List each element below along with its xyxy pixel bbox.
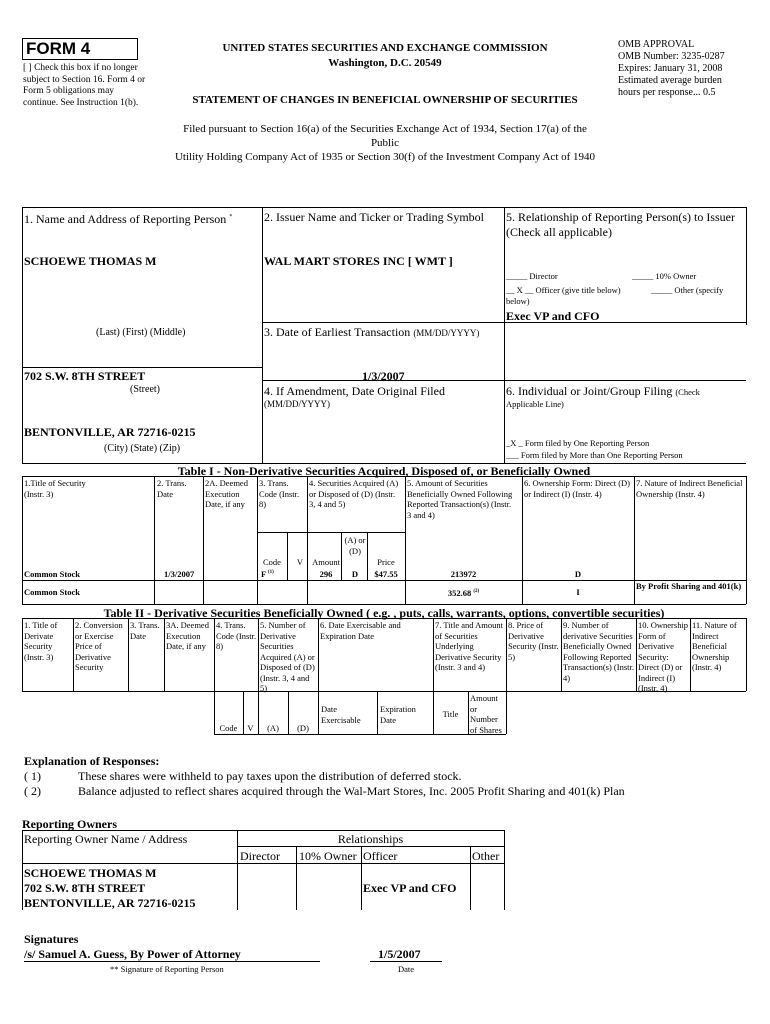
t1-sub-amount: Amount <box>312 557 340 567</box>
t2-header-underlying: 7. Title and Amount of Securities Underlying Derivative Security (Instr. 3 and 4) <box>435 620 504 672</box>
reporting-person-street: 702 S.W. 8TH STREET <box>24 369 146 383</box>
grid-line <box>164 618 165 691</box>
street-caption: (Street) <box>130 384 160 395</box>
grid-line <box>22 207 746 208</box>
t1-header-ownership: 6. Ownership Form: Direct (D) or Indirect (I) (Instr. 4) <box>524 478 630 499</box>
grid-line <box>522 476 523 604</box>
t1-row1-title: Common Stock <box>24 569 80 579</box>
filing-option-one: _X _ Form filed by One Reporting Person <box>506 438 650 448</box>
t2-header-ownership: 10. Ownership Form of Derivative Security: Direct (D) or Indirect (I) (Instr. 4) <box>638 620 689 693</box>
signature-date: 1/5/2007 <box>378 947 421 961</box>
city-caption: (City) (State) (Zip) <box>104 443 181 454</box>
omb-hours: hours per response... 0.5 <box>618 87 716 98</box>
t2-header-owned: 9. Number of derivative Securities Beneficially Owned Following Reported Transaction(s) (Instr. 4) <box>563 620 634 683</box>
grid-line <box>22 604 746 605</box>
t2-header-conversion: 2. Conversion or Exercise Price of Derivative Security <box>75 620 123 672</box>
owners-col-relationships: Relationships <box>337 832 404 846</box>
filed-pursuant-line-1: Filed pursuant to Section 16(a) of the Securities Exchange Act of 1934, Section 17(a) of the <box>183 123 587 135</box>
explanation-num-2: ( 2) <box>24 784 41 798</box>
t1-row2-owned: 352.68 $^{(2)}$ <box>447 587 480 598</box>
grid-line <box>22 367 262 368</box>
explanation-num-1: ( 1) <box>24 769 41 783</box>
table2-title: Table II - Derivative Securities Beneficially Owned ( e.g. , puts, calls, warrants, options, convertible securities) <box>103 606 665 620</box>
t1-row2-nature: By Profit Sharing and 401(k) <box>636 581 742 591</box>
filing-option-multiple: ___ Form filed by More than One Reporting Person <box>506 450 683 460</box>
relationship-officer: __ X __ Officer (give title below) <box>506 285 621 295</box>
box5-sublabel: (Check all applicable) <box>506 225 612 239</box>
box6-label-small: Applicable Line) <box>506 399 564 409</box>
box5-label: 5. Relationship of Reporting Person(s) to Issuer <box>506 210 735 224</box>
grid-line <box>237 846 504 847</box>
grid-line <box>22 830 504 831</box>
t2-sub-expiration: Expiration Date <box>380 704 416 725</box>
t2-sub-date-exercisable: Date Exercisable <box>321 704 361 725</box>
t2-sub-d: (D) <box>297 723 309 733</box>
grid-line <box>22 863 504 864</box>
signature-line <box>24 961 320 962</box>
grid-line <box>214 734 506 735</box>
box1-label: 1. Name and Address of Reporting Person * <box>24 212 233 226</box>
checkbox-note: [ ] Check this box if no longer subject to Section 16. Form 4 or Form 5 obligations may continue. See Instruction 1(b). <box>23 63 146 108</box>
table1-title: Table I - Non-Derivative Securities Acquired, Disposed of, or Beneficially Owned <box>177 464 591 478</box>
owner-name: SCHOEWE THOMAS M <box>24 866 157 880</box>
grid-line <box>257 476 258 604</box>
t1-header-amount-owned: 5. Amount of Securities Beneficially Owned Following Reported Transaction(s) (Instr. 3 and 4) <box>407 478 513 520</box>
t2-header-title: 1. Title of Derivate Security (Instr. 3) <box>24 620 58 662</box>
t1-header-nature: 7. Nature of Indirect Beneficial Ownership (Instr. 4) <box>636 478 743 499</box>
relationship-director: _____ Director <box>506 271 558 281</box>
box4-label-small: (MM/DD/YYYY) <box>264 399 330 409</box>
grid-line <box>746 207 747 325</box>
t1-header-acquired: 4. Securities Acquired (A) or Disposed of (D) (Instr. 3, 4 and 5) <box>309 478 399 509</box>
grid-line <box>22 618 746 619</box>
owners-col-name: Reporting Owner Name / Address <box>24 832 188 846</box>
grid-line <box>561 618 562 691</box>
grid-line <box>22 618 23 691</box>
box3-label: 3. Date of Earliest Transaction (MM/DD/YYYY) <box>264 325 480 339</box>
grid-line <box>128 618 129 691</box>
date-caption: Date <box>398 964 415 974</box>
t2-header-code: 4. Trans. Code (Instr. 8) <box>216 620 257 651</box>
grid-line <box>262 322 746 323</box>
t2-header-nature: 11. Nature of Indirect Beneficial Ownership (Instr. 4) <box>692 620 737 672</box>
signatures-heading: Signatures <box>24 932 79 946</box>
signature-caption: ** Signature of Reporting Person <box>110 964 224 974</box>
reporting-person-city: BENTONVILLE, AR 72716-0215 <box>24 425 196 439</box>
name-caption: (Last) (First) (Middle) <box>96 327 186 338</box>
owners-heading: Reporting Owners <box>22 817 117 831</box>
t1-row1-owned: 213972 <box>450 569 477 579</box>
t1-row1-form: D <box>574 569 582 579</box>
grid-line <box>154 476 155 604</box>
grid-line <box>504 207 505 463</box>
t1-sub-ad: (A) or (D) <box>344 535 366 556</box>
relationship-other-cont: below) <box>506 296 530 306</box>
grid-line <box>258 618 259 734</box>
relationship-other: _____ Other (specify <box>651 285 724 295</box>
grid-line <box>307 476 308 604</box>
t1-row2-form: I <box>576 587 580 597</box>
issuer-name: WAL MART STORES INC [ WMT ] <box>264 254 453 268</box>
t2-header-date: 3. Trans. Date <box>130 620 160 641</box>
grid-line <box>262 380 746 381</box>
t1-sub-code: Code <box>263 557 281 567</box>
box6-label: 6. Individual or Joint/Group Filing (Check <box>506 384 700 398</box>
grid-line <box>22 476 23 604</box>
owner-officer-title: Exec VP and CFO <box>363 881 457 895</box>
grid-line <box>203 476 204 604</box>
statement-title: STATEMENT OF CHANGES IN BENEFICIAL OWNERSHIP OF SECURITIES <box>192 94 578 106</box>
grid-line <box>296 846 297 910</box>
owners-col-ten: 10% Owner <box>299 849 357 863</box>
t2-sub-v: V <box>247 723 254 733</box>
t1-row1-date: 1/3/2007 <box>164 569 195 579</box>
reporting-person-name: SCHOEWE THOMAS M <box>24 254 157 268</box>
grid-line <box>22 207 23 463</box>
filed-pursuant-line-3: Utility Holding Company Act of 1935 or Section 30(f) of the Investment Company Act of 1940 <box>174 151 596 163</box>
grid-line <box>214 618 215 734</box>
owner-city: BENTONVILLE, AR 72716-0215 <box>24 896 196 910</box>
grid-line <box>361 846 362 910</box>
t2-sub-amount: Amount or Number of Shares <box>470 693 502 735</box>
box4-label: 4. If Amendment, Date Original Filed <box>264 384 445 398</box>
grid-line <box>746 618 747 691</box>
agency-location: Washington, D.C. 20549 <box>328 57 442 69</box>
grid-line <box>22 476 746 477</box>
grid-line <box>634 476 635 604</box>
omb-number: OMB Number: 3235-0287 <box>618 51 725 62</box>
t2-sub-title: Title <box>442 709 459 719</box>
owners-col-other: Other <box>472 849 500 863</box>
form-title: FORM 4 <box>26 39 91 58</box>
box2-label: 2. Issuer Name and Ticker or Trading Symbol <box>264 210 484 224</box>
grid-line <box>746 476 747 604</box>
omb-expires: Expires: January 31, 2008 <box>618 63 723 74</box>
signature: /s/ Samuel A. Guess, By Power of Attorney <box>24 947 241 961</box>
owners-col-officer: Officer <box>363 849 398 863</box>
filed-pursuant-line-2: Public <box>370 137 400 149</box>
grid-line <box>468 691 469 734</box>
explanation-heading: Explanation of Responses: <box>24 754 160 768</box>
date-line <box>370 961 442 962</box>
t2-header-price: 8. Price of Derivative Security (Instr. 5) <box>508 620 559 662</box>
t2-sub-code: Code <box>219 723 238 733</box>
agency-name: UNITED STATES SECURITIES AND EXCHANGE COMMISSION <box>222 42 548 54</box>
t1-header-code: 3. Trans. Code (Instr. 8) <box>259 478 300 509</box>
t1-sub-price: Price <box>377 557 395 567</box>
owners-col-director: Director <box>240 849 280 863</box>
explanation-text-1: These shares were withheld to pay taxes upon the distribution of deferred stock. <box>78 769 462 783</box>
t1-sub-v: V <box>296 557 304 567</box>
t2-header-number: 5. Number of Derivative Securities Acquired (A) or Disposed of (D) (Instr. 3, 4 and 5) <box>260 620 315 693</box>
omb-approval: OMB APPROVAL <box>618 39 695 50</box>
grid-line <box>405 476 406 604</box>
t1-row1-price: $47.55 <box>374 569 398 579</box>
t1-row1-ad: D <box>351 569 359 579</box>
owner-street: 702 S.W. 8TH STREET <box>24 881 146 895</box>
t2-header-exercisable: 6. Date Exercisable and Expiration Date <box>320 620 401 641</box>
grid-line <box>504 830 505 910</box>
officer-title: Exec VP and CFO <box>506 309 600 323</box>
grid-line <box>470 846 471 910</box>
t1-header-title: 1.Title of Security (Instr. 3) <box>24 478 86 499</box>
relationship-ten-percent: _____ 10% Owner <box>632 271 697 281</box>
grid-line <box>262 207 263 463</box>
grid-line <box>73 618 74 691</box>
grid-line <box>287 532 288 580</box>
omb-burden: Estimated average burden <box>618 75 722 86</box>
earliest-transaction-date: 1/3/2007 <box>362 369 405 383</box>
t1-header-deemed: 2A. Deemed Execution Date, if any <box>205 478 248 509</box>
t1-row1-amount: 296 <box>319 569 333 579</box>
t1-header-date: 2. Trans. Date <box>157 478 187 499</box>
explanation-text-2: Balance adjusted to reflect shares acquired through the Wal-Mart Stores, Inc. 2005 Profit Sharing and 401(k) Plan <box>78 784 625 798</box>
grid-line <box>257 532 405 533</box>
t2-header-deemed: 3A. Deemed Execution Date, if any <box>166 620 209 651</box>
t1-row1-code: F $^{(1)}$ <box>261 568 274 579</box>
grid-line <box>377 691 378 734</box>
grid-line <box>318 618 319 734</box>
t2-sub-a: (A) <box>267 723 279 733</box>
grid-line <box>22 830 23 910</box>
t1-row2-title: Common Stock <box>24 587 80 597</box>
